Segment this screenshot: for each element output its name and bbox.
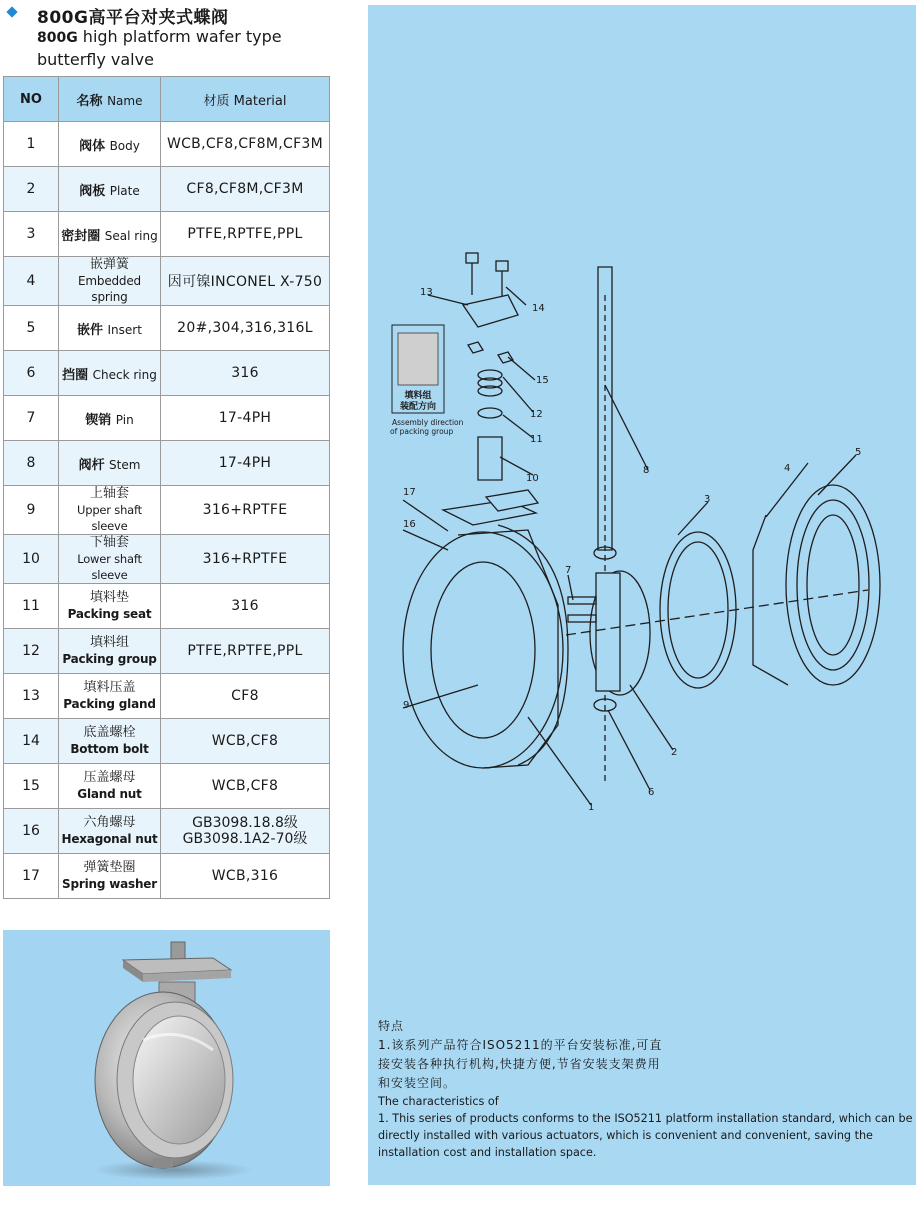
row-name — [59, 396, 161, 441]
row-no: 11 — [4, 584, 59, 629]
features-title-en: The characteristics of — [378, 1095, 499, 1108]
exploded-view-drawing — [368, 5, 916, 1185]
row-name-en: Seal ring — [104, 228, 158, 243]
row-material: 316+RPTFE — [161, 486, 330, 535]
row-no: 12 — [4, 629, 59, 674]
row-name-cn: 挡圈 — [62, 367, 89, 383]
callout-10: 10 — [526, 473, 539, 484]
table-row — [4, 674, 330, 719]
row-material — [161, 809, 330, 854]
row-name-cn: 嵌弹簧 — [89, 257, 129, 272]
callout-14: 14 — [532, 303, 545, 314]
row-name-cn: 填料组 — [89, 635, 129, 650]
inset-label-cn-2: 装配方向 — [399, 402, 437, 412]
row-name-en: Check ring — [92, 367, 157, 382]
row-no: 5 — [4, 306, 59, 351]
callout-17: 17 — [403, 487, 416, 498]
row-no: 1 — [4, 122, 59, 167]
callout-13: 13 — [420, 287, 433, 298]
title-en-rest: high platform wafer type butterfly valve — [37, 27, 282, 69]
row-name-cn: 填料压盖 — [83, 680, 136, 695]
row-name-cn: 压盖螺母 — [83, 770, 136, 785]
row-name-cn: 填料垫 — [89, 590, 129, 605]
row-name — [59, 167, 161, 212]
row-material: 316 — [161, 584, 330, 629]
row-no: 9 — [4, 486, 59, 535]
page-title-en — [37, 26, 337, 70]
row-name — [59, 212, 161, 257]
table-row — [4, 396, 330, 441]
row-no: 2 — [4, 167, 59, 212]
row-name — [59, 535, 161, 584]
product-photo — [3, 930, 330, 1186]
table-row — [4, 854, 330, 899]
bullet-diamond-icon — [6, 6, 17, 17]
row-name-en: Packing gland — [63, 697, 156, 711]
row-name-en: Spring washer — [62, 877, 157, 891]
row-name-cn: 六角螺母 — [83, 815, 136, 830]
row-material: 20#,304,316,316L — [161, 306, 330, 351]
table-row — [4, 167, 330, 212]
row-name-cn: 弹簧垫圈 — [83, 860, 136, 875]
callout-3: 3 — [704, 494, 711, 505]
row-material-line1: GB3098.18.8级 — [192, 815, 298, 831]
callout-1: 1 — [588, 802, 595, 813]
row-material: 17-4PH — [161, 441, 330, 486]
table-row — [4, 535, 330, 584]
table-row — [4, 764, 330, 809]
row-material-line2: GB3098.1A2-70级 — [182, 831, 308, 847]
row-name-en: Packing seat — [67, 607, 152, 621]
row-name-cn: 底盖螺栓 — [83, 725, 136, 740]
header-material — [161, 77, 330, 122]
table-header-row — [4, 77, 330, 122]
row-name — [59, 764, 161, 809]
row-material: 17-4PH — [161, 396, 330, 441]
callout-4: 4 — [784, 463, 791, 474]
row-material: CF8 — [161, 674, 330, 719]
table-row — [4, 584, 330, 629]
row-name — [59, 441, 161, 486]
row-name-cn: 阀板 — [79, 183, 106, 199]
callout-6: 6 — [648, 787, 655, 798]
table-row — [4, 719, 330, 764]
page-title-cn: 800G高平台对夹式蝶阀 — [37, 8, 229, 28]
row-name — [59, 584, 161, 629]
row-no: 3 — [4, 212, 59, 257]
features-line1-cn: 1.该系列产品符合ISO5211的平台安装标准,可直 — [378, 1038, 663, 1052]
table-row — [4, 306, 330, 351]
row-no: 4 — [4, 257, 59, 306]
features-title-cn: 特点 — [378, 1019, 405, 1033]
row-material: PTFE,RPTFE,PPL — [161, 629, 330, 674]
inset-label-en-2: of packing group — [390, 427, 454, 436]
row-name-en: Lower shaft sleeve — [77, 552, 142, 582]
row-name-cn: 上轴套 — [89, 486, 129, 501]
row-name-cn: 阀体 — [79, 138, 106, 154]
row-no: 14 — [4, 719, 59, 764]
callout-2: 2 — [671, 747, 678, 758]
row-name — [59, 674, 161, 719]
header-material-cn: 材质 — [203, 93, 230, 109]
row-name — [59, 854, 161, 899]
row-material: CF8,CF8M,CF3M — [161, 167, 330, 212]
row-name-en: Pin — [115, 412, 134, 427]
row-name — [59, 306, 161, 351]
row-material: WCB,316 — [161, 854, 330, 899]
row-name-en: Bottom bolt — [70, 742, 149, 756]
row-material: PTFE,RPTFE,PPL — [161, 212, 330, 257]
callout-5: 5 — [855, 447, 862, 458]
callout-15: 15 — [536, 375, 549, 386]
callout-12: 12 — [530, 409, 543, 420]
exploded-diagram-panel — [368, 5, 916, 1185]
row-material: WCB,CF8 — [161, 764, 330, 809]
header-name-cn: 名称 — [76, 93, 103, 109]
row-material: 316 — [161, 351, 330, 396]
parts-table — [3, 76, 330, 899]
features-body-en: 1. This series of products conforms to the ISO5211 platform installation standard, which can be directly installed with various actuators, which is convenient and convenient, saving the installation cost and installation space. — [378, 1112, 913, 1159]
row-name-en: Hexagonal nut — [61, 832, 158, 846]
row-name — [59, 719, 161, 764]
row-name-en: Packing group — [62, 652, 157, 666]
features-line2-cn: 接安装各种执行机构,快捷方便,节省安装支架费用 — [378, 1057, 661, 1071]
row-name — [59, 486, 161, 535]
row-material: WCB,CF8,CF8M,CF3M — [161, 122, 330, 167]
table-row — [4, 441, 330, 486]
callout-16: 16 — [403, 519, 416, 530]
table-row — [4, 629, 330, 674]
table-row — [4, 809, 330, 854]
row-no: 10 — [4, 535, 59, 584]
row-no: 17 — [4, 854, 59, 899]
row-name-en: Stem — [109, 457, 141, 472]
row-name-en: Embedded spring — [78, 274, 141, 304]
row-name-cn: 阀杆 — [78, 457, 105, 473]
row-name-en: Insert — [107, 322, 142, 337]
inset-label-en-1: Assembly direction — [392, 418, 464, 427]
callout-11: 11 — [530, 434, 543, 445]
row-name — [59, 629, 161, 674]
row-no: 16 — [4, 809, 59, 854]
header-material-en: Material — [233, 93, 287, 109]
row-name — [59, 257, 161, 306]
row-no: 6 — [4, 351, 59, 396]
row-name-en: Upper shaft sleeve — [77, 503, 142, 533]
table-row — [4, 351, 330, 396]
header-name-en: Name — [107, 93, 143, 108]
row-name-en: Body — [109, 138, 140, 153]
table-row — [4, 257, 330, 306]
table-row — [4, 486, 330, 535]
features-line3-cn: 和安装空间。 — [378, 1076, 457, 1090]
row-name-en: Plate — [109, 183, 140, 198]
callout-8: 8 — [643, 465, 650, 476]
header-no: NO — [4, 77, 59, 122]
valve-photo-illustration — [3, 930, 330, 1186]
row-no: 13 — [4, 674, 59, 719]
row-no: 15 — [4, 764, 59, 809]
title-model: 800G — [37, 30, 78, 46]
row-name — [59, 351, 161, 396]
row-name — [59, 809, 161, 854]
row-material: 316+RPTFE — [161, 535, 330, 584]
row-no: 8 — [4, 441, 59, 486]
features-section — [378, 1017, 914, 1161]
row-name-cn: 嵌件 — [77, 322, 104, 338]
table-row — [4, 122, 330, 167]
row-name — [59, 122, 161, 167]
header-name — [59, 77, 161, 122]
row-material: 因可镍INCONEL X-750 — [161, 257, 330, 306]
row-no: 7 — [4, 396, 59, 441]
row-name-cn: 锲销 — [85, 412, 112, 428]
row-name-en: Gland nut — [77, 787, 142, 801]
callout-7: 7 — [565, 565, 572, 576]
inset-label-cn-1: 填料组 — [404, 391, 432, 401]
row-name-cn: 密封圈 — [61, 228, 101, 244]
row-material: WCB,CF8 — [161, 719, 330, 764]
table-row — [4, 212, 330, 257]
callout-9: 9 — [403, 700, 410, 711]
row-name-cn: 下轴套 — [89, 535, 129, 550]
